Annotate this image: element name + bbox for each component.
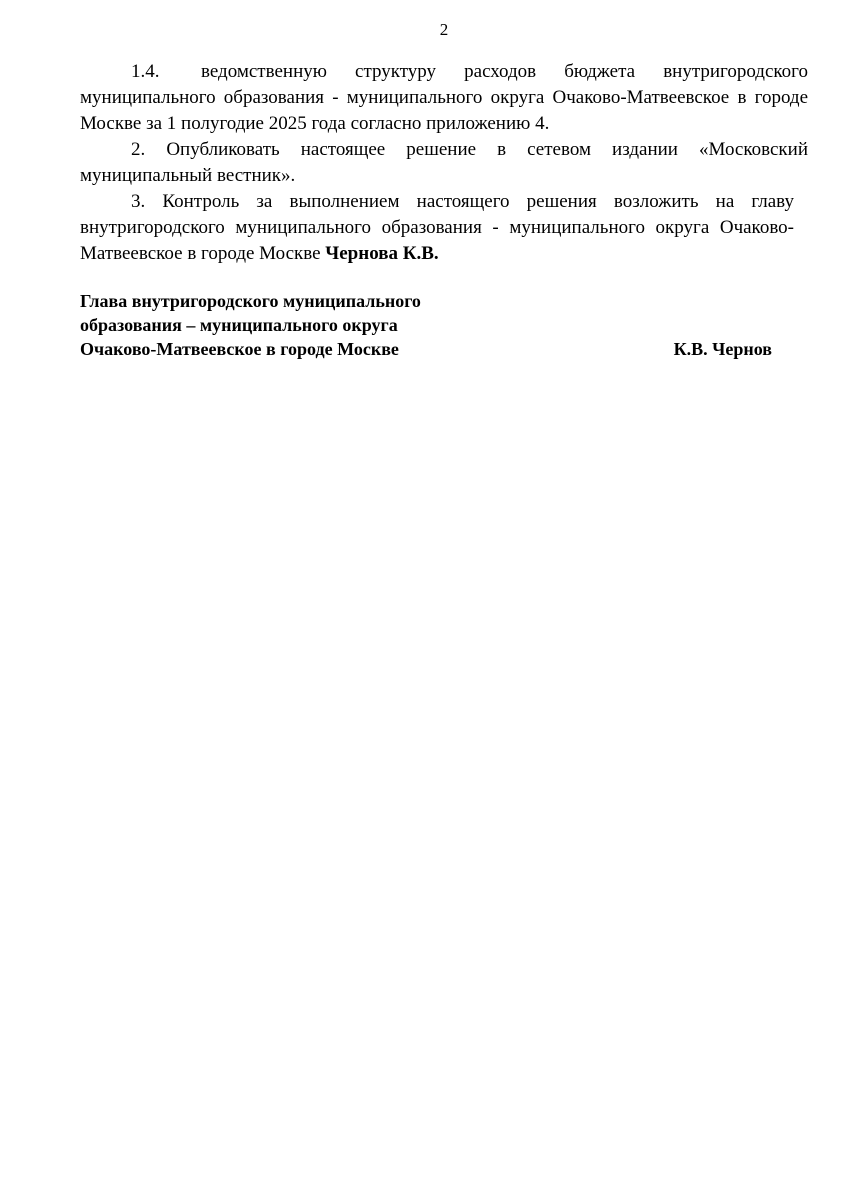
document-body [80,59,808,267]
paragraph-2 [80,137,808,189]
signatory-name: К.В. Чернов [673,339,772,359]
signature-block [80,289,772,361]
signature-last-row [80,337,772,361]
paragraph-3-text: 3. Контроль за выполнением настоящего решения возложить на главу внутригородского муниципального образования - муниципального округа Очаково-Матвеевское в городе Москве [80,191,794,264]
signature-title-line-2: образования – муниципального округа [80,315,398,335]
paragraph-3 [80,189,794,267]
paragraph-3-name: Чернова К.В. [325,243,439,264]
page-number: 2 [439,20,449,39]
paragraph-1-4-number: 1.4. [131,61,160,82]
signature-title-line-1: Глава внутригородского муниципального [80,291,421,311]
paragraph-1-4-text: ведомственную структуру расходов бюджета внутригородского муниципального образования - муниципального округа Очаково-Матвеевское в городе Москве за 1 полугодие 2025 года согласно приложению 4. [80,61,808,134]
signature-title-line-3: Очаково-Матвеевское в городе Москве [80,339,399,359]
paragraph-1-4 [80,59,808,137]
paragraph-2-text: 2. Опубликовать настоящее решение в сетевом издании «Московский муниципальный вестник». [80,139,808,186]
